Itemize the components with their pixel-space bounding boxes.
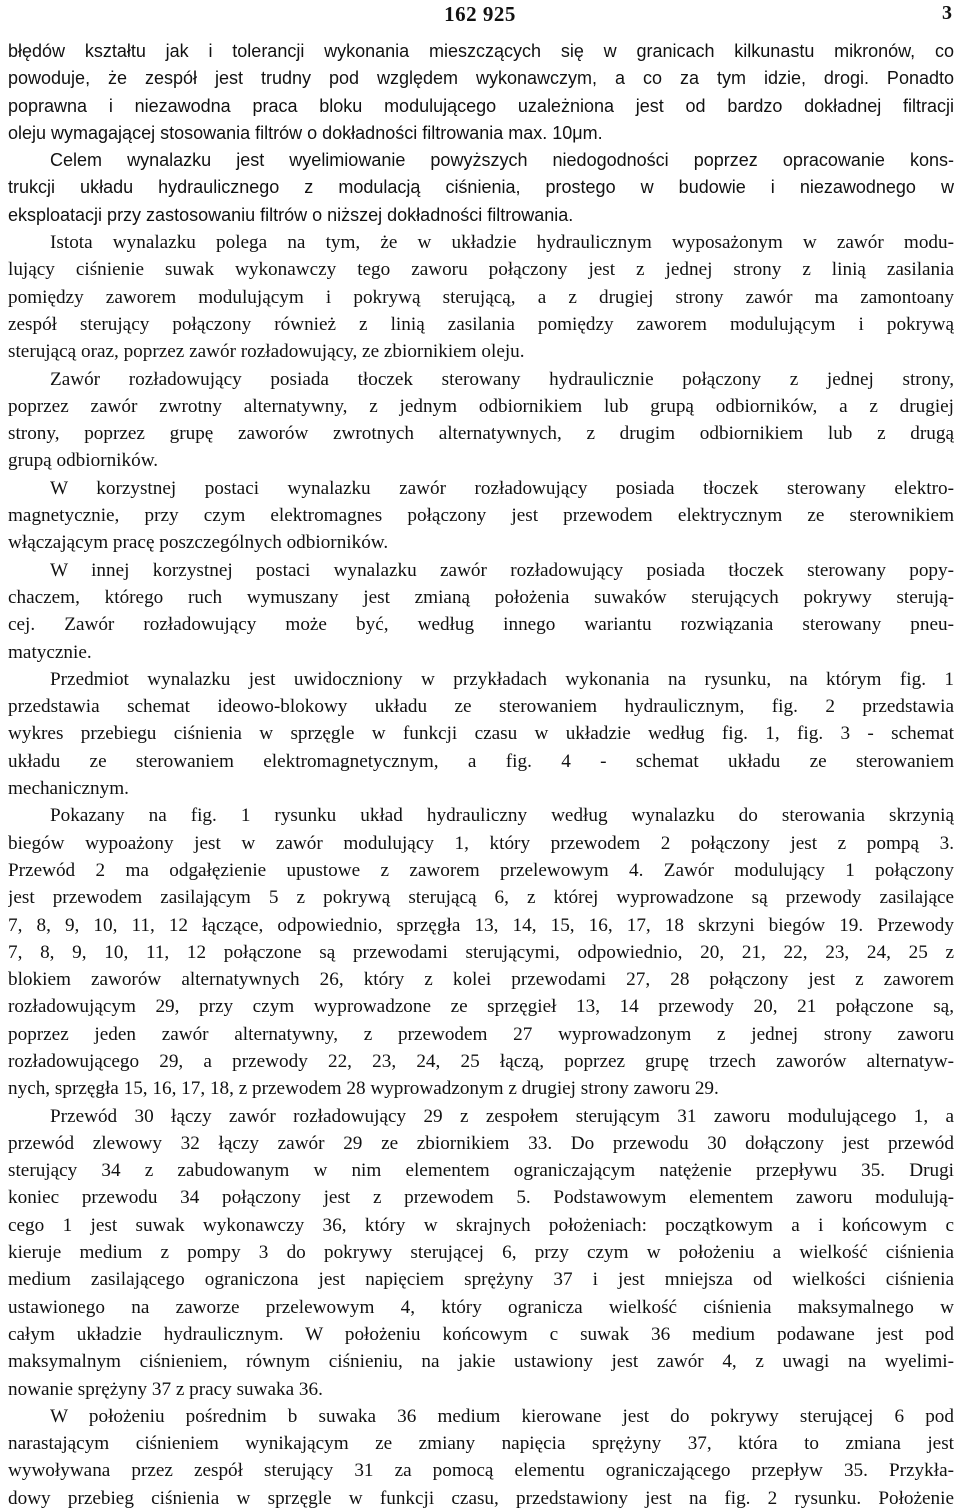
text-line: blokiem zaworów alternatywnych 26, który z kolei przewodami 27, 28 połączony jest z zaworem: [8, 969, 954, 991]
text-line: Przewód 2 ma odgałęzienie upustowe z zaworem przelewowym 4. Zawór modulujący 1 połączony: [8, 859, 954, 881]
text-line: sterującą oraz, poprzez zawór rozładowujący, ze zbiornikiem oleju.: [8, 341, 525, 363]
text-line: kieruje medium z pompy 3 do pokrywy sterującej 6, przy czym w położeniu a wielkość ciśnienia: [8, 1242, 954, 1264]
text-line: przedstawia schemat ideowo-blokowy układu ze sterowaniem hydraulicznym, fig. 2 przedstawia: [8, 696, 954, 718]
text-line: pomiędzy zaworem modulującym i pokrywą sterującą, a z drugiej strony zawór ma zamontoany: [8, 286, 954, 308]
text-line: strony, poprzez grupę zaworów zwrotnych alternatywnych, z drugim odbiornikiem lub z drugą: [8, 423, 954, 445]
text-line: wywoływana przez zespół sterujący 31 za pomocą elementu ograniczającego przepływ 35. Przykła-: [8, 1460, 954, 1482]
text-line: oleju wymagającej stosowania filtrów o dokładności filtrowania max. 10μm.: [8, 122, 603, 143]
text-line: włączającym pracę poszczególnych odbiorników.: [8, 532, 389, 554]
text-line: koniec przewodu 34 połączony jest z przewodem 5. Podstawowym elementem zaworu modulują-: [8, 1187, 954, 1209]
text-line: błędów kształtu jak i tolerancji wykonania mieszczących się w granicach kilkunastu mikronów, co: [8, 41, 954, 61]
text-line: Przedmiot wynalazku jest uwidoczniony w przykładach wykonania na rysunku, na którym fig. 1: [50, 668, 954, 690]
text-line: Zawór rozładowujący posiada tłoczek sterowany hydraulicznie połączony z jednej strony,: [50, 368, 954, 390]
text-line: narastającym ciśnieniem wynikającym ze zmiany napięcia sprężyny 37, która to zmiana jest: [8, 1433, 954, 1455]
body-text: [8, 38, 954, 1512]
page-header: [0, 0, 960, 30]
text-line: rozładowującym 29, przy czym wyprowadzone ze sprzęgieł 13, 14 przewody 20, 21 połączone są,: [8, 996, 954, 1018]
text-line: 7, 8, 9, 10, 11, 12 łączące, odpowiednio, sprzęgła 13, 14, 15, 16, 17, 18 skrzyni biegów 19. Przewody: [8, 914, 954, 936]
text-line: przewód zlewowy 32 łączy zawór 29 ze zbiornikiem 33. Do przewodu 30 dołączony jest przewód: [8, 1132, 954, 1154]
text-line: dowy przebieg ciśnienia w sprzęgle w funkcji czasu, przedstawiony jest na fig. 2 rysunku. Położenie: [8, 1487, 954, 1509]
text-line: nych, sprzęgła 15, 16, 17, 18, z przewodem 28 wyprowadzonym z drugiej strony zaworu 29.: [8, 1078, 719, 1100]
text-line: mechanicznym.: [8, 778, 129, 800]
text-line: eksploatacji przy zastosowaniu filtrów o niższej dokładności filtrowania.: [8, 204, 574, 225]
text-line: grupą odbiorników.: [8, 450, 159, 472]
text-line: W położeniu pośrednim b suwaka 36 medium kierowane jest do pokrywy sterującej 6 pod: [50, 1405, 954, 1427]
text-line: cego 1 jest suwak wykonawczy 36, który w skrajnych położeniach: początkowym a i końcowym c: [8, 1214, 954, 1236]
text-line: rozładowującego 29, a przewody 22, 23, 24, 25 łączą, poprzez grupę trzech zaworów alternatyw-: [8, 1050, 954, 1072]
text-line: ustawionego na zaworze przelewowym 4, który ogranicza wielkość ciśnienia maksymalnego w: [8, 1296, 954, 1318]
text-line: sterujący 34 z zabudowanym w nim elementem ograniczającym natężenie przepływu 35. Drugi: [8, 1160, 954, 1182]
text-line: Przewód 30 łączy zawór rozładowujący 29 z zespołem sterującym 31 zaworu modulującego 1, a: [50, 1105, 954, 1127]
text-line: zespół sterujący połączony również z linią zasilania pomiędzy zaworem modulującym i pokrywą: [8, 313, 954, 335]
text-line: magnetycznie, przy czym elektromagnes połączony jest przewodem elektrycznym ze sterownikiem: [8, 505, 954, 527]
text-line: nowanie sprężyny 37 z pracy suwaka 36.: [8, 1378, 323, 1400]
text-line: matycznie.: [8, 641, 92, 663]
text-line: W innej korzystnej postaci wynalazku zawór rozładowujący posiada tłoczek sterowany popy-: [50, 559, 954, 581]
text-line: Istota wynalazku polega na tym, że w układzie hydraulicznym wyposażonym w zawór modu-: [50, 232, 954, 254]
text-line: wykres przebiegu ciśnienia w sprzęgle w funkcji czasu w układzie według fig. 1, fig. 3 - schemat: [8, 723, 954, 745]
text-line: biegów wypoażony jest w zawór modulujący 1, który przewodem 2 połączony jest z pompą 3.: [8, 832, 954, 854]
text-line: trukcji układu hydraulicznego z modulacją ciśnienia, prostego w budowie i niezawodnego w: [8, 177, 954, 198]
text-line: medium zasilającego ograniczona jest napięciem sprężyny 37 i jest mniejsza od wielkości ciśnienia: [8, 1269, 954, 1291]
text-line: lujący ciśnienie suwak wykonawczy tego zaworu połączony jest z jednej strony z linią zasilania: [8, 259, 954, 281]
text-line: Celem wynalazku jest wyelimiowanie powyższych niedogodności poprzez opracowanie kons-: [50, 150, 954, 171]
text-line: poprzez zawór zwrotny alternatywny, z jednym odbiornikiem lub grupą odbiorników, a z drugiej: [8, 395, 954, 417]
text-line: Pokazany na fig. 1 rysunku układ hydrauliczny według wynalazku do sterowania skrzynią: [50, 805, 954, 827]
text-line: powoduje, że zespół jest trudny pod względem wykonawczym, a co za tym idzie, drogi. Ponadto: [8, 68, 954, 89]
text-line: poprawna i niezawodna praca bloku modulującego uzależniona jest od bardzo dokładnej filtracji: [8, 95, 954, 116]
text-line: poprzez jeden zawór alternatywny, z przewodem 27 wyprowadzonym z jednej strony zaworu: [8, 1023, 954, 1045]
text-line: maksymalnym ciśnieniem, równym ciśnieniu, na jakie ustawiony jest zawór 4, z uwagi na wyelimi-: [8, 1351, 954, 1373]
text-line: całym układzie hydraulicznym. W położeniu końcowym c suwak 36 medium podawane jest pod: [8, 1323, 954, 1345]
text-line: W korzystnej postaci wynalazku zawór rozładowujący posiada tłoczek sterowany elektro-: [50, 477, 954, 499]
text-line: 7, 8, 9, 10, 11, 12 połączone są przewodami sterującymi, odpowiednio, 20, 21, 22, 23, 24, 25 z: [8, 941, 954, 963]
patent-number: 162 925: [444, 2, 516, 26]
text-line: układu ze sterowaniem elektromagnetycznym, a fig. 4 - schemat układu ze sterowaniem: [8, 750, 954, 772]
page-number: 3: [942, 2, 952, 24]
text-line: jest przewodem zasilającym 5 z pokrywą sterującą 6, z której wyprowadzone są przewody zasilające: [8, 887, 954, 909]
text-line: chaczem, którego ruch wymuszany jest zmianą położenia suwaków sterujących pokrywy sterują-: [8, 586, 954, 608]
text-line: cej. Zawór rozładowujący może być, według innego wariantu rozwiązania sterowany pneu-: [8, 614, 954, 636]
